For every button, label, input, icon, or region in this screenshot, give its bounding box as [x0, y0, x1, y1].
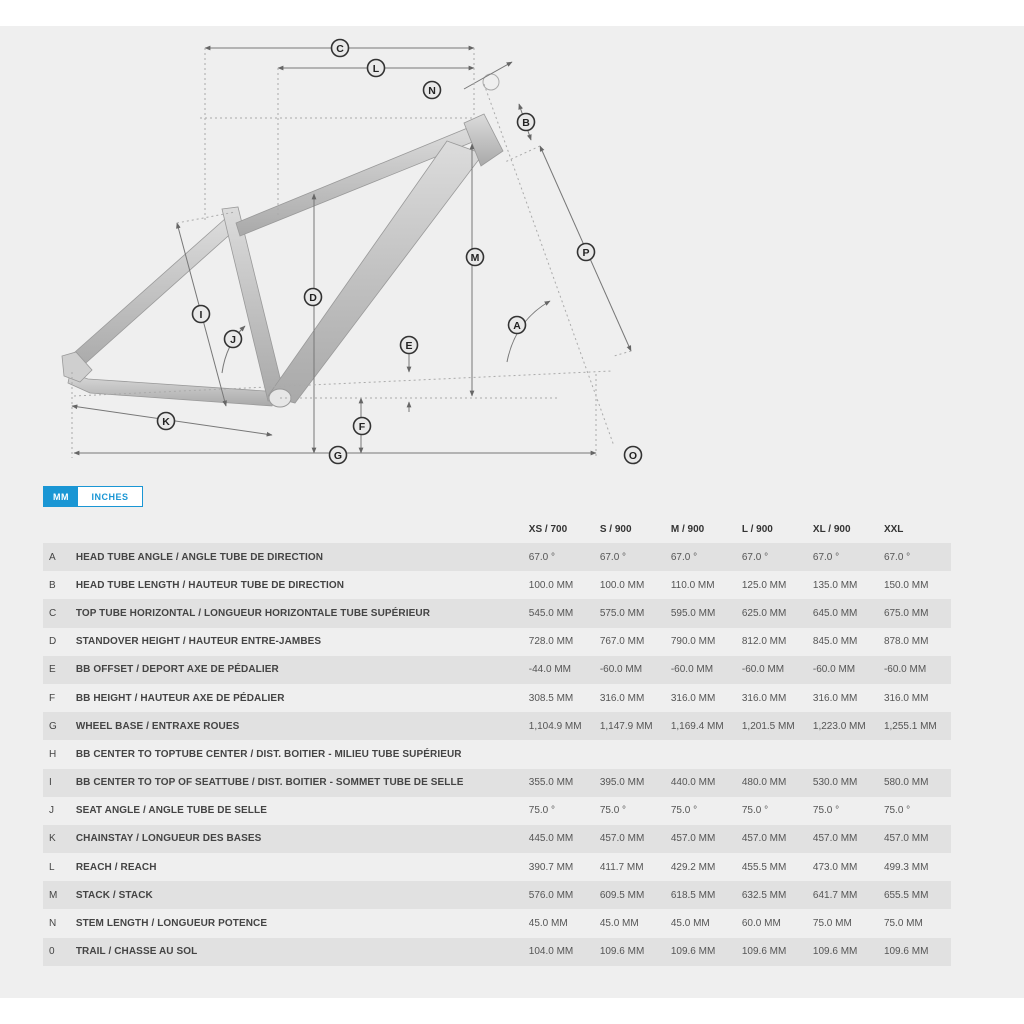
row-value: 67.0 °	[667, 543, 738, 571]
row-value: 67.0 °	[880, 543, 951, 571]
row-value: 100.0 MM	[525, 571, 596, 599]
row-value: 110.0 MM	[667, 571, 738, 599]
table-row	[43, 740, 951, 768]
table-row	[43, 938, 951, 966]
row-letter: F	[43, 684, 72, 712]
row-value: 429.2 MM	[667, 853, 738, 881]
dimension-label-o	[625, 447, 642, 464]
row-value: 75.0 °	[738, 797, 809, 825]
row-value: 845.0 MM	[809, 628, 880, 656]
header-spacer-letter	[43, 515, 72, 543]
row-value: 576.0 MM	[525, 881, 596, 909]
row-value: 109.6 MM	[880, 938, 951, 966]
row-value: 1,169.4 MM	[667, 712, 738, 740]
dimension-label-j	[225, 331, 242, 348]
row-letter: I	[43, 769, 72, 797]
row-value: -60.0 MM	[596, 656, 667, 684]
table-row	[43, 599, 951, 627]
row-value: 595.0 MM	[667, 599, 738, 627]
row-value: 45.0 MM	[525, 909, 596, 937]
row-value: 67.0 °	[738, 543, 809, 571]
row-value: 308.5 MM	[525, 684, 596, 712]
table-row	[43, 571, 951, 599]
geometry-table	[43, 515, 951, 966]
row-value: 530.0 MM	[809, 769, 880, 797]
header-spacer-name	[72, 515, 525, 543]
row-letter: N	[43, 909, 72, 937]
row-value: 75.0 °	[880, 797, 951, 825]
table-row	[43, 712, 951, 740]
dimension-letter: D	[309, 291, 317, 304]
row-measurement-name: STACK / STACK	[72, 881, 525, 909]
dimension-letter: O	[628, 449, 638, 462]
row-value: 75.0 °	[525, 797, 596, 825]
row-value: 75.0 °	[809, 797, 880, 825]
table-row	[43, 909, 951, 937]
chainstay	[68, 373, 280, 406]
dimension-label-b	[518, 114, 535, 131]
row-letter: E	[43, 656, 72, 684]
dimension-label-d	[305, 289, 322, 306]
row-value: 1,201.5 MM	[738, 712, 809, 740]
row-value: 390.7 MM	[525, 853, 596, 881]
row-value: 411.7 MM	[596, 853, 667, 881]
dimension-letter: E	[405, 339, 413, 352]
row-measurement-name: STEM LENGTH / LONGUEUR POTENCE	[72, 909, 525, 937]
row-value: 135.0 MM	[809, 571, 880, 599]
row-letter: J	[43, 797, 72, 825]
row-value: 45.0 MM	[596, 909, 667, 937]
dimension-label-m	[467, 249, 484, 266]
row-letter: L	[43, 853, 72, 881]
row-value: 575.0 MM	[596, 599, 667, 627]
row-value: 878.0 MM	[880, 628, 951, 656]
row-value: 457.0 MM	[667, 825, 738, 853]
row-value: 150.0 MM	[880, 571, 951, 599]
table-row	[43, 769, 951, 797]
row-value: -60.0 MM	[809, 656, 880, 684]
row-value: 545.0 MM	[525, 599, 596, 627]
row-value: -60.0 MM	[667, 656, 738, 684]
row-value: 455.5 MM	[738, 853, 809, 881]
table-row	[43, 656, 951, 684]
dimension-letter: K	[162, 415, 170, 428]
dimension-label-e	[401, 337, 418, 354]
dimension-label-g	[330, 447, 347, 464]
row-value: -60.0 MM	[880, 656, 951, 684]
row-value	[738, 740, 809, 768]
row-value: 675.0 MM	[880, 599, 951, 627]
row-value: 109.6 MM	[596, 938, 667, 966]
row-value: 316.0 MM	[880, 684, 951, 712]
row-letter: G	[43, 712, 72, 740]
dimension-label-l	[368, 60, 385, 77]
row-measurement-name: TRAIL / CHASSE AU SOL	[72, 938, 525, 966]
row-value	[525, 740, 596, 768]
size-header: S / 900	[599, 523, 632, 535]
row-value: 75.0 MM	[809, 909, 880, 937]
row-measurement-name: HEAD TUBE ANGLE / ANGLE TUBE DE DIRECTION	[72, 543, 525, 571]
row-value: 473.0 MM	[809, 853, 880, 881]
row-value: 75.0 °	[596, 797, 667, 825]
table-row	[43, 543, 951, 571]
table-row	[43, 853, 951, 881]
row-value	[809, 740, 880, 768]
row-letter: H	[43, 740, 72, 768]
row-value: 316.0 MM	[809, 684, 880, 712]
dimension-label-p	[578, 244, 595, 261]
bike-frame	[62, 74, 503, 407]
table-row	[43, 797, 951, 825]
row-value: 767.0 MM	[596, 628, 667, 656]
dimension-letter: N	[428, 84, 436, 97]
row-measurement-name: BB CENTER TO TOPTUBE CENTER / DIST. BOITIER - MILIEU TUBE SUPÉRIEUR	[72, 740, 525, 768]
size-header: M / 900	[670, 523, 705, 535]
row-value: 316.0 MM	[596, 684, 667, 712]
row-value: 1,223.0 MM	[809, 712, 880, 740]
dimension-letter: F	[358, 420, 366, 433]
dimension-letter: C	[336, 42, 344, 55]
row-value: 457.0 MM	[596, 825, 667, 853]
row-measurement-name: CHAINSTAY / LONGUEUR DES BASES	[72, 825, 525, 853]
row-letter: M	[43, 881, 72, 909]
row-value: 445.0 MM	[525, 825, 596, 853]
dimension-letter: L	[372, 62, 380, 75]
row-value: 1,255.1 MM	[880, 712, 951, 740]
row-value: -44.0 MM	[525, 656, 596, 684]
row-value: 1,147.9 MM	[596, 712, 667, 740]
row-measurement-name: STANDOVER HEIGHT / HAUTEUR ENTRE-JAMBES	[72, 628, 525, 656]
row-value: 480.0 MM	[738, 769, 809, 797]
size-header: XL / 900	[812, 523, 851, 535]
size-header: XS / 700	[528, 523, 568, 535]
row-measurement-name: WHEEL BASE / ENTRAXE ROUES	[72, 712, 525, 740]
row-value: 67.0 °	[809, 543, 880, 571]
row-value: 125.0 MM	[738, 571, 809, 599]
dimension-letter: I	[199, 308, 203, 321]
row-value	[667, 740, 738, 768]
dimension-letter: G	[333, 449, 343, 462]
unit-toggle	[43, 486, 143, 507]
row-value: 812.0 MM	[738, 628, 809, 656]
row-value: 316.0 MM	[738, 684, 809, 712]
row-letter: K	[43, 825, 72, 853]
row-value: 618.5 MM	[667, 881, 738, 909]
row-measurement-name: TOP TUBE HORIZONTAL / LONGUEUR HORIZONTALE TUBE SUPÉRIEUR	[72, 599, 525, 627]
row-value: 790.0 MM	[667, 628, 738, 656]
row-value: 457.0 MM	[809, 825, 880, 853]
geometry-panel	[0, 26, 1024, 998]
row-value: 580.0 MM	[880, 769, 951, 797]
row-measurement-name: BB CENTER TO TOP OF SEATTUBE / DIST. BOITIER - SOMMET TUBE DE SELLE	[72, 769, 525, 797]
row-value	[880, 740, 951, 768]
dimension-letter: P	[582, 246, 590, 259]
row-value: 1,104.9 MM	[525, 712, 596, 740]
row-value: 67.0 °	[525, 543, 596, 571]
row-value: 655.5 MM	[880, 881, 951, 909]
row-value: 625.0 MM	[738, 599, 809, 627]
dimension-label-i	[193, 306, 210, 323]
row-value: 75.0 MM	[880, 909, 951, 937]
row-value: 75.0 °	[667, 797, 738, 825]
row-value: 355.0 MM	[525, 769, 596, 797]
dimension-label-n	[424, 82, 441, 99]
row-letter: C	[43, 599, 72, 627]
row-value: 632.5 MM	[738, 881, 809, 909]
row-value: 395.0 MM	[596, 769, 667, 797]
row-letter: A	[43, 543, 72, 571]
row-value: 60.0 MM	[738, 909, 809, 937]
row-value: 457.0 MM	[738, 825, 809, 853]
table-row	[43, 684, 951, 712]
dimension-label-c	[332, 40, 349, 57]
table-row	[43, 881, 951, 909]
row-value: 440.0 MM	[667, 769, 738, 797]
row-value: 499.3 MM	[880, 853, 951, 881]
dimension-label-k	[158, 413, 175, 430]
row-letter: B	[43, 571, 72, 599]
dimension-letter: B	[522, 116, 530, 129]
frame-geometry-diagram	[0, 26, 1024, 476]
row-letter: 0	[43, 938, 72, 966]
size-header-row	[43, 515, 951, 543]
row-value: 609.5 MM	[596, 881, 667, 909]
row-measurement-name: HEAD TUBE LENGTH / HAUTEUR TUBE DE DIRECTION	[72, 571, 525, 599]
row-value: 109.6 MM	[667, 938, 738, 966]
row-value: 641.7 MM	[809, 881, 880, 909]
dimension-letter: J	[230, 333, 236, 346]
row-value: 67.0 °	[596, 543, 667, 571]
row-letter: D	[43, 628, 72, 656]
row-value: 728.0 MM	[525, 628, 596, 656]
table-row	[43, 825, 951, 853]
size-header: L / 900	[741, 523, 773, 535]
dimension-letter: A	[513, 319, 521, 332]
dimension-label-f	[354, 418, 371, 435]
dimension-label-a	[509, 317, 526, 334]
size-header: XXL	[883, 523, 904, 535]
row-measurement-name: SEAT ANGLE / ANGLE TUBE DE SELLE	[72, 797, 525, 825]
row-measurement-name: REACH / REACH	[72, 853, 525, 881]
row-value: 316.0 MM	[667, 684, 738, 712]
row-measurement-name: BB OFFSET / DEPORT AXE DE PÉDALIER	[72, 656, 525, 684]
seat-tube	[222, 207, 285, 401]
mm-unit-button[interactable]: MM	[44, 487, 78, 506]
row-value: 645.0 MM	[809, 599, 880, 627]
row-value: 45.0 MM	[667, 909, 738, 937]
row-value: 109.6 MM	[738, 938, 809, 966]
row-value: 104.0 MM	[525, 938, 596, 966]
dimension-letter: M	[470, 251, 480, 264]
row-value: 457.0 MM	[880, 825, 951, 853]
row-value: -60.0 MM	[738, 656, 809, 684]
row-measurement-name: BB HEIGHT / HAUTEUR AXE DE PÉDALIER	[72, 684, 525, 712]
inches-unit-button[interactable]: INCHES	[78, 487, 142, 506]
row-value: 109.6 MM	[809, 938, 880, 966]
row-value	[596, 740, 667, 768]
row-value: 100.0 MM	[596, 571, 667, 599]
table-row	[43, 628, 951, 656]
